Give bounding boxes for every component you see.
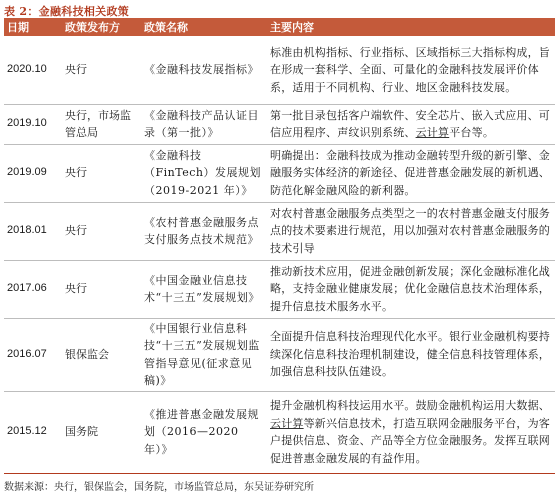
row-issuer: 央行，市场监管总局	[62, 104, 141, 144]
content-text: 等新兴信息技术，打造互联网金融服务平台，为客户提供信息、资金、产品等全方位金融服务。发挥互联网促进普惠金融发展的有益作用。	[270, 416, 551, 465]
table-row	[4, 260, 555, 318]
policy-table	[4, 18, 555, 474]
row-date: 2020.10	[4, 36, 62, 104]
table-header-row	[4, 18, 555, 36]
row-date: 2016.07	[4, 318, 62, 391]
header-content: 主要内容	[267, 18, 555, 36]
underlined-term: 云计算	[415, 126, 450, 139]
row-date: 2019.09	[4, 144, 62, 202]
row-policy-name: 《中国金融业信息技术“十三五”发展规划》	[141, 260, 267, 318]
table-row	[4, 144, 555, 202]
row-issuer: 国务院	[62, 391, 141, 473]
row-policy-name: 《金融科技（FinTech）发展规划（2019-2021 年）》	[141, 144, 267, 202]
row-content: 对农村普惠金融服务点类型之一的农村普惠金融支付服务点的技术要素进行规范，用以加强对农村普惠金融服务的技术引导	[267, 202, 555, 260]
row-issuer: 银保监会	[62, 318, 141, 391]
header-date: 日期	[4, 18, 62, 36]
row-issuer: 央行	[62, 260, 141, 318]
content-text: 提升金融机构科技运用水平。鼓励金融机构运用大数据、	[270, 399, 550, 412]
content-text: 第一批目录包括客户端软件、安全芯片、嵌入式应用、可信应用程序、声纹识别系统、	[270, 108, 550, 139]
table-row	[4, 391, 555, 473]
row-date: 2018.01	[4, 202, 62, 260]
table-row	[4, 318, 555, 391]
row-content: 明确提出：金融科技成为推动金融转型升级的新引擎、金融服务实体经济的新途径、促进普惠金融发展的新机遇、防范化解金融风险的新利器。	[267, 144, 555, 202]
table-caption: 表 2：金融科技相关政策	[4, 5, 130, 18]
row-content	[267, 391, 555, 473]
underlined-term: 云计算	[270, 416, 304, 430]
row-policy-name: 《金融科技发展指标》	[141, 36, 267, 104]
row-issuer: 央行	[62, 144, 141, 202]
table-row	[4, 202, 555, 260]
row-policy-name: 《农村普惠金融服务点支付服务点技术规范》	[141, 202, 267, 260]
row-content: 全面提升信息科技治理现代化水平。银行业金融机构要持续深化信息科技治理机制建设，健全信息科技管理体系，加强信息科技队伍建设。	[267, 318, 555, 391]
header-issuer: 政策发布方	[62, 18, 141, 36]
row-issuer: 央行	[62, 202, 141, 260]
row-policy-name: 《金融科技产品认证目录（第一批）》	[141, 104, 267, 144]
row-date: 2017.06	[4, 260, 62, 318]
table-row	[4, 104, 555, 144]
table-row	[4, 36, 555, 104]
row-content: 推动新技术应用，促进金融创新发展；深化金融标准化战略，支持金融业健康发展；优化金融信息技术治理体系，提升信息技术服务水平。	[267, 260, 555, 318]
row-policy-name: 《中国银行业信息科技“十三五”发展规划监管指导意见(征求意见稿)》	[141, 318, 267, 391]
row-policy-name: 《推进普惠金融发展规划（2016—2020 年）》	[141, 391, 267, 473]
source-note: 数据来源：央行，银保监会，国务院，市场监管总局，东吴证券研究所	[4, 482, 314, 493]
row-date: 2019.10	[4, 104, 62, 144]
row-content	[267, 104, 555, 144]
header-name: 政策名称	[141, 18, 267, 36]
content-text: 平台等。	[449, 126, 495, 139]
row-issuer: 央行	[62, 36, 141, 104]
row-content: 标准由机构指标、行业指标、区域指标三大指标构成，旨在形成一套科学、全面、可量化的金融科技发展评价体系，适用于不同机构、行业、地区金融科技发展。	[267, 36, 555, 104]
row-date: 2015.12	[4, 391, 62, 473]
